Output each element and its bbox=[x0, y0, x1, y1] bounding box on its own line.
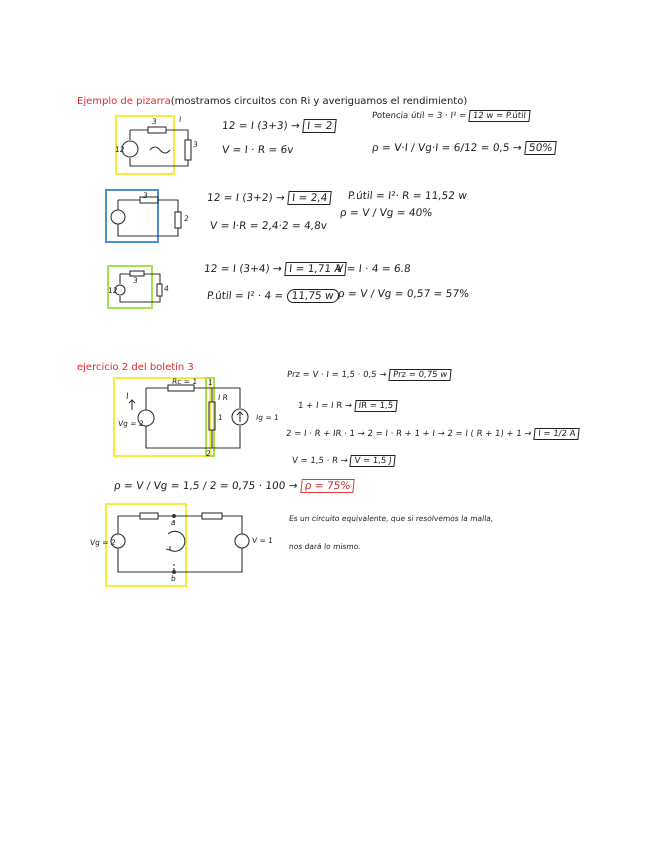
c4-eq2-result: IR = 1,5 bbox=[354, 400, 398, 412]
c3-pot: P.útil = I² · 4 = 11,75 w bbox=[206, 290, 339, 302]
c3-eq1-result: I = 1,71 A bbox=[284, 262, 346, 276]
c4-label-ir: I R bbox=[217, 393, 229, 402]
c1-eq1-result: I = 2 bbox=[302, 119, 337, 133]
c4-eq1: Prz = V · I = 1,5 · 0,5 → Prz = 0,75 w bbox=[286, 370, 451, 380]
c5-label-vg: Vg = 2 bbox=[89, 538, 117, 547]
c3-pot-result: 11,75 w bbox=[286, 289, 339, 303]
c1-pot: Potencia útil = 3 · I² = 12 w = P.útil bbox=[371, 111, 530, 121]
c1-rend: ρ = V·I / Vg·I = 6/12 = 0,5 → 50% bbox=[371, 142, 557, 154]
c1-pot-result: 12 w = P.útil bbox=[468, 110, 530, 122]
c1-rend-result: 50% bbox=[524, 141, 557, 155]
c3-label-rl: 4 bbox=[163, 284, 170, 293]
section1-heading-rest: (mostramos circuitos con Ri y averiguamos el rendimiento) bbox=[170, 96, 468, 107]
c4-eq4-result: V = 1,5 J bbox=[350, 455, 396, 467]
c2-eq2: V = I·R = 2,4·2 = 4,8v bbox=[209, 220, 328, 232]
c4-label-ig: Ig = 1 bbox=[255, 413, 280, 422]
c3-label-v: 12 bbox=[107, 286, 119, 295]
c5-note-1: Es un circuito equivalente, que si resolvemos la malla, bbox=[288, 514, 494, 523]
c1-label-i: I bbox=[178, 115, 182, 124]
c1-label-v: 12 bbox=[114, 145, 126, 154]
c4-eq3-result: I = 1/2 A bbox=[534, 428, 580, 440]
c5-label-ig: V = 1 bbox=[251, 536, 274, 545]
c4-eq3: 2 = I · R + IR · 1 → 2 = I · R + 1 + I → 2 = I ( R + 1) + 1 → I = 1/2 A bbox=[285, 429, 579, 439]
c5-rend: ρ = V / Vg = 1,5 / 2 = 0,75 · 100 → ρ = 75% bbox=[113, 480, 355, 492]
c5-label-b: b bbox=[170, 574, 177, 583]
c5-rend-result: ρ = 75% bbox=[300, 479, 355, 493]
c3-rend: ρ = V / Vg = 0,57 = 57% bbox=[337, 288, 470, 300]
c2-pot: P.útil = I²· R = 11,52 w bbox=[347, 190, 468, 202]
c4-label-r: Rc = 1 bbox=[171, 377, 198, 386]
c3-eq1: 12 = I (3+4) → I = 1,71 A bbox=[203, 263, 346, 275]
c4-label-b: 2 bbox=[205, 449, 212, 458]
c4-eq2: 1 + I = I R → IR = 1,5 bbox=[297, 401, 397, 411]
section1-heading bbox=[77, 96, 467, 107]
c1-label-r: 3 bbox=[151, 117, 158, 126]
c4-eq4: V = 1,5 · R → V = 1,5 J bbox=[291, 456, 396, 466]
c1-label-rl: 3 bbox=[192, 140, 199, 149]
c2-label-r: 3 bbox=[142, 191, 149, 200]
c2-rend: ρ = V / Vg = 40% bbox=[339, 207, 433, 219]
c1-eq2: V = I · R = 6v bbox=[221, 144, 295, 156]
section1-heading-red: Ejemplo de pizarra bbox=[77, 96, 171, 107]
c2-label-rl: 2 bbox=[183, 214, 190, 223]
circuit5-diagram bbox=[104, 500, 254, 588]
c2-eq1: 12 = I (3+2) → I = 2,4 bbox=[206, 192, 332, 204]
c2-eq1-result: I = 2,4 bbox=[287, 191, 332, 205]
c3-label-r: 3 bbox=[132, 276, 139, 285]
c4-label-1: 1 bbox=[217, 413, 224, 422]
section2-heading-red: ejercicio 2 del boletín 3 bbox=[77, 362, 194, 373]
c5-label-a: a bbox=[170, 518, 177, 527]
c3-eq2: V = I · 4 = 6.8 bbox=[335, 263, 412, 275]
c4-label-v: Vg = 2 bbox=[117, 419, 145, 428]
c4-label-a: 1 bbox=[207, 378, 214, 387]
c5-note-2: nos dará lo mismo. bbox=[288, 542, 362, 551]
c1-eq1: 12 = I (3+3) → I = 2 bbox=[221, 120, 337, 132]
c4-label-i: I bbox=[125, 392, 130, 402]
c4-eq1-result: Prz = 0,75 w bbox=[388, 369, 451, 381]
